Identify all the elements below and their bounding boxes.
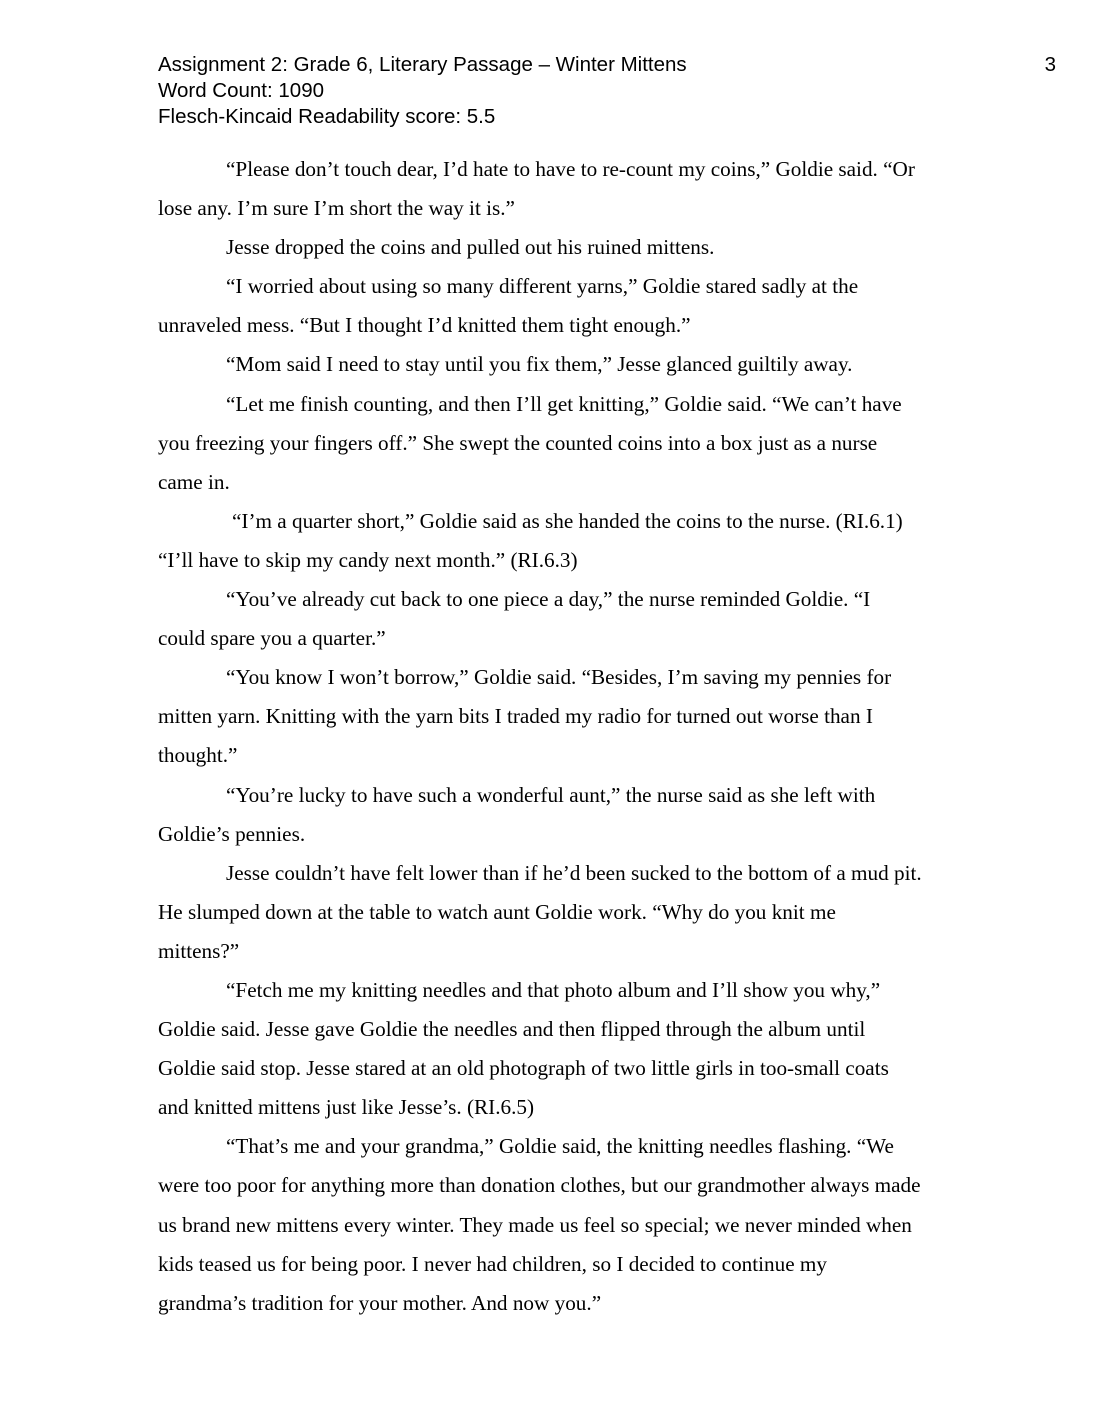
- text-line: Jesse dropped the coins and pulled out his ruined mittens.: [226, 235, 715, 260]
- story-text: [158, 150, 988, 1323]
- text-line: Goldie said. Jesse gave Goldie the needles and then flipped through the album until: [158, 1017, 866, 1042]
- text-line: “Let me finish counting, and then I’ll get knitting,” Goldie said. “We can’t have: [226, 391, 902, 416]
- text-line: “That’s me and your grandma,” Goldie said, the knitting needles flashing. “We: [226, 1134, 894, 1159]
- text-line: kids teased us for being poor. I never had children, so I decided to continue my: [158, 1251, 827, 1276]
- text-line: thought.”: [158, 743, 238, 768]
- text-line: “I’m a quarter short,” Goldie said as she handed the coins to the nurse. (RI.6.1): [232, 508, 903, 533]
- text-line: mitten yarn. Knitting with the yarn bits I traded my radio for turned out worse than I: [158, 704, 873, 729]
- text-line: us brand new mittens every winter. They made us feel so special; we never minded when: [158, 1212, 912, 1237]
- word-count: Word Count: 1090: [158, 79, 325, 102]
- readability-score: Flesch-Kincaid Readability score: 5.5: [158, 105, 496, 128]
- text-line: “You’re lucky to have such a wonderful aunt,” the nurse said as she left with: [226, 782, 876, 807]
- text-line: “Please don’t touch dear, I’d hate to have to re-count my coins,” Goldie said. “Or: [226, 157, 915, 181]
- text-line: and knitted mittens just like Jesse’s. (RI.6.5): [158, 1095, 535, 1120]
- text-line: “You’ve already cut back to one piece a day,” the nurse reminded Goldie. “I: [226, 587, 871, 612]
- text-line: lose any. I’m sure I’m short the way it is.”: [158, 196, 515, 221]
- text-line: Goldie said stop. Jesse stared at an old photograph of two little girls in too-small coats: [158, 1056, 889, 1081]
- text-line: “Fetch me my knitting needles and that photo album and I’ll show you why,”: [226, 977, 881, 1002]
- text-line: “You know I won’t borrow,” Goldie said. “Besides, I’m saving my pennies for: [226, 665, 892, 690]
- text-line: Goldie’s pennies.: [158, 821, 306, 846]
- text-line: “I worried about using so many different yarns,” Goldie stared sadly at the: [226, 274, 859, 299]
- text-line: could spare you a quarter.”: [158, 626, 386, 651]
- text-line: grandma’s tradition for your mother. And now you.”: [158, 1290, 602, 1315]
- text-line: Jesse couldn’t have felt lower than if he’d been sucked to the bottom of a mud pit.: [226, 860, 922, 885]
- text-line: He slumped down at the table to watch aunt Goldie work. “Why do you knit me: [158, 899, 836, 924]
- assignment-title: Assignment 2: Grade 6, Literary Passage – Winter Mittens: [158, 53, 687, 76]
- text-line: “Mom said I need to stay until you fix them,” Jesse glanced guiltily away.: [226, 352, 853, 377]
- text-line: were too poor for anything more than donation clothes, but our grandmother always made: [158, 1173, 921, 1198]
- text-line: came in.: [158, 469, 230, 494]
- text-line: unraveled mess. “But I thought I’d knitted them tight enough.”: [158, 313, 691, 338]
- page-header: [158, 52, 898, 130]
- text-line: mittens?”: [158, 938, 240, 963]
- page-number: 3: [1044, 53, 1056, 76]
- text-line: “I’ll have to skip my candy next month.” (RI.6.3): [158, 547, 578, 572]
- text-line: you freezing your fingers off.” She swept the counted coins into a box just as a nurse: [158, 430, 878, 455]
